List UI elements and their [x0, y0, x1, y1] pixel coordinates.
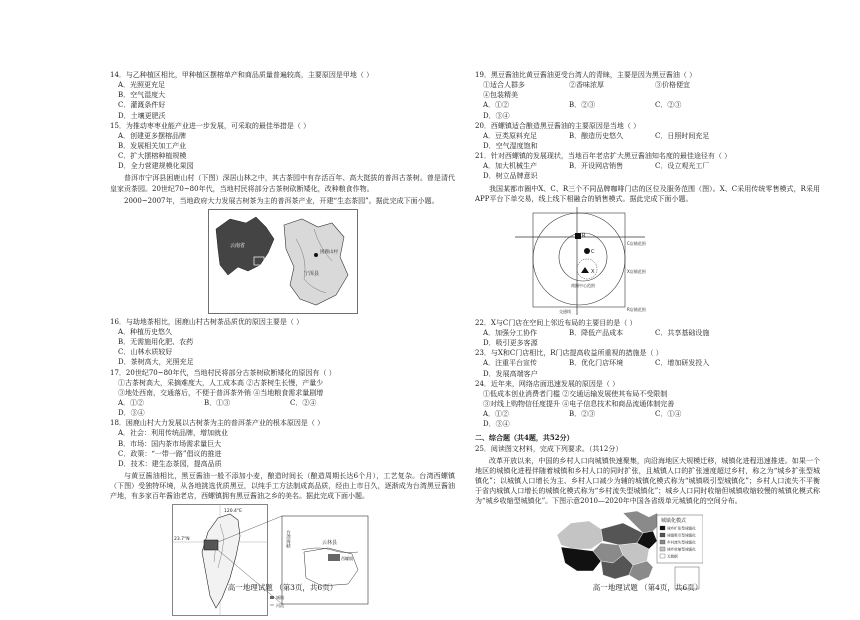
q18-option-d: D．技术：建生态茶园，提高品质	[118, 459, 222, 468]
q20-option-c: C．日照时间充足	[655, 131, 710, 140]
yunlin-county-shape	[304, 548, 358, 586]
passage1-p2: 2000~2007年，当地政府大力发展古树茶为主的普洱茶产业，开建“生态茶园”。据此完成下面小题。	[124, 196, 439, 205]
q16-stem: 16．与劫地茶相比，困鹿山村古树茶品质优的原因主要是（ ）	[110, 317, 304, 326]
map-taiwan-svg	[172, 504, 372, 616]
legend-town: 城镇	[276, 595, 284, 601]
xiluo-town-area	[328, 554, 340, 561]
q18-options	[118, 428, 455, 469]
x-store-range	[533, 213, 625, 305]
label-strait: 台湾海峡	[285, 530, 291, 549]
q14-option-d: D．土壤更肥沃	[118, 111, 166, 120]
q18-stem: 18．困鹿山村大力发展以古树茶为主的普洱茶产业的根本原因是（ ）	[110, 419, 325, 428]
label-yunnan: 云南省	[229, 242, 245, 249]
kunlushan-village-marker	[314, 253, 318, 257]
label-x: X	[591, 268, 595, 275]
label-c-range: C店铺范围	[627, 240, 646, 246]
q23-option-a: A．注重平台宣传	[483, 359, 538, 368]
q19-statement-1: ①适合人群多	[483, 81, 525, 90]
q17-option-d: D．③④	[118, 409, 145, 418]
q25-stem: 25．阅读图文材料，完成下列要求。（共12分）	[475, 444, 623, 453]
q15-option-a: A．创建更多摆榕品牌	[118, 131, 187, 140]
q16-options	[118, 327, 455, 368]
footer-page-3: 高一地理试题 （第3页，共6页）	[227, 583, 338, 593]
q19-statements	[483, 80, 820, 100]
q24-line2: ③对线上购物信任度提升 ④电子信息技术和商品流通体制完善	[483, 399, 675, 408]
q21-option-b: B．开设网店销售	[569, 162, 624, 171]
q23-stem: 23．与X和C门店相比，R门店提高收益所重视的措施是（ ）	[475, 349, 663, 358]
q24-option-c: C．①④	[655, 410, 682, 419]
q24-option-b: B．②③	[569, 410, 596, 419]
page-4	[475, 70, 820, 598]
q17-line1: ①古茶树高大，采摘难度大，人工成本高 ②古茶树生长慢，产量少	[118, 378, 324, 387]
q22-stem: 22．X与C门店在空间上邻近布局的主要目的是（ ）	[475, 318, 637, 327]
q22-option-c: C．共享基础设施	[655, 328, 710, 337]
q21-option-d: D．树立品牌意识	[483, 172, 538, 181]
q17-stem: 17．20世纪70~80年代，当地村民将部分古茶树砍断矮化的原因有（ ）	[110, 368, 336, 377]
footer-page-4: 高一地理试题 （第4页，共6页）	[592, 583, 703, 593]
q17-option-b: B．①③	[204, 398, 231, 407]
label-xiluo: 西螺镇	[341, 556, 353, 562]
legend-item-3: 乡村流失型城镇化	[667, 540, 696, 545]
q24-line1: ①低成本创业消费者门槛 ②交通运输发展使其布局不受限制	[483, 389, 668, 398]
r-store-range	[533, 213, 625, 307]
q14-option-b: B．空气湿度大	[118, 91, 166, 100]
q16-option-b: B．无需施用化肥、农药	[118, 338, 194, 347]
passage3: 我国某都市圈中X、C、R三个不同品牌咖啡门店的区位及服务范围（图）。X、C采用传统零售模式，R采用APP平台下单交易，线上线下相融合的销售模式。据此完成下面小题。	[475, 184, 820, 203]
q21-option-c: C．设立观光工厂	[655, 162, 710, 171]
c-store-range	[559, 233, 607, 281]
q24-stem: 24．近年来，网络店面迅速发展的原因是（ ）	[475, 379, 620, 388]
q20-options	[483, 131, 820, 151]
q22-options	[483, 328, 820, 348]
q22-option-a: A．加强分工协作	[483, 328, 538, 337]
label-latitude: 23.7°N	[174, 537, 190, 543]
q21-option-a: A．加大机械生产	[483, 162, 538, 171]
q19-options	[483, 100, 820, 120]
q23-option-b: B．优化门店环境	[569, 359, 624, 368]
q20-option-a: A．豆类原料充足	[483, 131, 538, 140]
legend-river: 河流	[276, 603, 284, 609]
q14-stem: 14．与乙种植区相比，甲种植区摆榕单产和商品质量普遍较高，主要原因是甲地（ ）	[110, 71, 374, 79]
passage1-p1: 普洱市宁洱县困鹿山村（下图）深居山林之中，其古茶园中有存活百年、高大挺拔的普洱古茶树。曾是清代皇家贡茶园。20世纪70~80年代，当地村民将部分古茶树砍断矮化，改种粮食作物。	[110, 174, 455, 193]
q18-option-b: B．市场：国内茶市场需求量巨大	[118, 439, 222, 448]
r-store-marker	[575, 233, 581, 239]
q17-line2: ③地处西南，交通落后，不便于普洱茶外销 ④当地粮食需求量剧增	[118, 388, 324, 397]
q22-option-d: D．吸引更多客源	[483, 339, 538, 348]
q16-option-d: D．茶树高大，光照充足	[118, 358, 194, 367]
legend-item-5: 无数据	[667, 554, 678, 559]
page-3	[110, 70, 455, 609]
q17-option-c: C．②④	[290, 398, 317, 407]
q15-option-d: D．全力营建规模化果园	[118, 162, 194, 171]
service-range-diagram	[515, 207, 685, 315]
q24-option-a: A．①②	[483, 410, 510, 419]
q15-options	[118, 131, 455, 172]
map-china-urbanization	[553, 509, 703, 591]
c-store-marker	[584, 248, 590, 254]
label-longitude: 120.4°E	[224, 509, 242, 515]
legend-item-2: 城镇吸引型城镇化	[667, 533, 696, 538]
q21-stem: 21．针对西螺镇的发展现状，当地百年老店扩大黑豆酱油知名度的最佳途径有（ ）	[475, 152, 732, 161]
legend-item-4: 城乡收缩型城镇化	[667, 547, 696, 552]
q15-stem: 15．为推动枣枣业能产业进一步发展，可采取的最佳举措是（ ）	[110, 121, 311, 130]
label-r: R	[582, 232, 586, 239]
q21-options	[483, 161, 820, 181]
q14-option-c: C．灌溉条件好	[118, 101, 166, 110]
label-yunlin: 云林县	[322, 540, 338, 547]
q19-statement-3: ③价格便宜	[655, 81, 690, 90]
q20-option-d: D．空气湿度饱和	[483, 141, 538, 150]
q19-option-c: C．②③	[655, 101, 682, 110]
q23-option-d: D．发展高端客户	[483, 369, 538, 378]
q20-stem: 20．西螺镇适合酿造黑豆酱油的主要原因是当地（ ）	[475, 121, 641, 130]
q25-passage: 改革开放以来，中国的乡村人口向城镇快速聚集，向沿海地区大规模迁移，城镇化进程迅速推进。如果一个地区的城镇化进程伴随着城镇和乡村人口的同时扩张，且城镇人口的扩张速度超过乡村，称之为“城乡扩张型城镇化”；以城镇人口增长为主、乡村人口减少为辅的城镇化模式称为“城镇吸引型城镇化”；乡村人口流失不平衡于省内城镇人口增长的城镇化模式称为“乡村流失型城镇化”；城乡人口同时收缩但城镇收缩较慢的城镇化模式称为“城乡收缩型城镇化”。下图示意2010—2020年中国各省级单元城镇化的空间分布。	[475, 456, 820, 506]
label-ninger: 宁洱县	[303, 270, 319, 277]
label-r-range: R店铺范围	[627, 306, 646, 312]
q14-options	[118, 80, 455, 121]
q24-option-d: D．③④	[483, 420, 510, 429]
map-yunnan-svg	[208, 209, 358, 314]
q23-option-c: C．增加研发投入	[655, 359, 710, 368]
q16-option-c: C．山林水质较好	[118, 348, 173, 357]
q18-option-a: A．社会：利用传统品牌，增加就业	[118, 429, 229, 438]
q19-option-d: D．③④	[483, 111, 510, 120]
label-core-range: 商圈中心范围	[571, 282, 595, 288]
q16-option-a: A．种植历史悠久	[118, 327, 173, 336]
q19-statement-2: ②香味浓厚	[569, 81, 604, 90]
map-taiwan-xiluo	[172, 504, 372, 616]
q17-options	[118, 398, 455, 418]
q19-stem: 19．黑豆酱油比黄豆酱油更受台湾人的青睐，主要是因为黑豆酱油（ ）	[475, 71, 697, 79]
label-x-range: X店铺范围	[627, 268, 646, 274]
map-yunnan-ninger	[208, 209, 358, 314]
q19-option-b: B．②③	[569, 101, 596, 110]
service-range-svg	[515, 207, 685, 315]
label-c: C	[591, 248, 595, 255]
q17-option-a: A．①②	[118, 398, 145, 407]
passage2: 与黄豆酱油相比，黑豆酱油一般不添加小麦，酿造时间长（酿造周期长达6个月），工艺复杂。台湾西螺镇（下图）受独特环境，从各地挑选优质黑豆，以纯手工方法制成高品质，经由上市日久，逐渐成为台湾黑豆酱油产地，有多家百年酱油老店，西螺镇拥有黑豆酱油之乡的美名。据此完成下面小题。	[110, 471, 455, 501]
x-store-marker	[581, 267, 589, 273]
q15-option-c: C．扩大摆榕种植规模	[118, 152, 187, 161]
q24-options	[483, 409, 820, 429]
q19-statement-4: ④包装精美	[483, 91, 518, 100]
q22-option-b: B．降低产品成本	[569, 328, 624, 337]
q23-options	[483, 358, 820, 378]
q18-option-c: C．政策：“一带一路”倡议的推进	[118, 449, 222, 458]
q20-option-b: B．酿造历史悠久	[569, 131, 624, 140]
q19-option-a: A．①②	[483, 101, 510, 110]
label-kunlushan: 困鹿山村	[319, 249, 338, 255]
q15-option-b: B．发展相关加工产业	[118, 141, 187, 150]
q14-option-a: A．光照更充足	[118, 81, 166, 90]
label-transport: 交通线	[559, 308, 571, 314]
china-map-svg	[553, 509, 703, 591]
legend-item-1: 城乡扩张型城镇化	[667, 526, 696, 531]
section-2-title: 二、综合题（共4题，共52分）	[475, 433, 574, 443]
legend-title: 城镇化模式	[661, 518, 687, 525]
